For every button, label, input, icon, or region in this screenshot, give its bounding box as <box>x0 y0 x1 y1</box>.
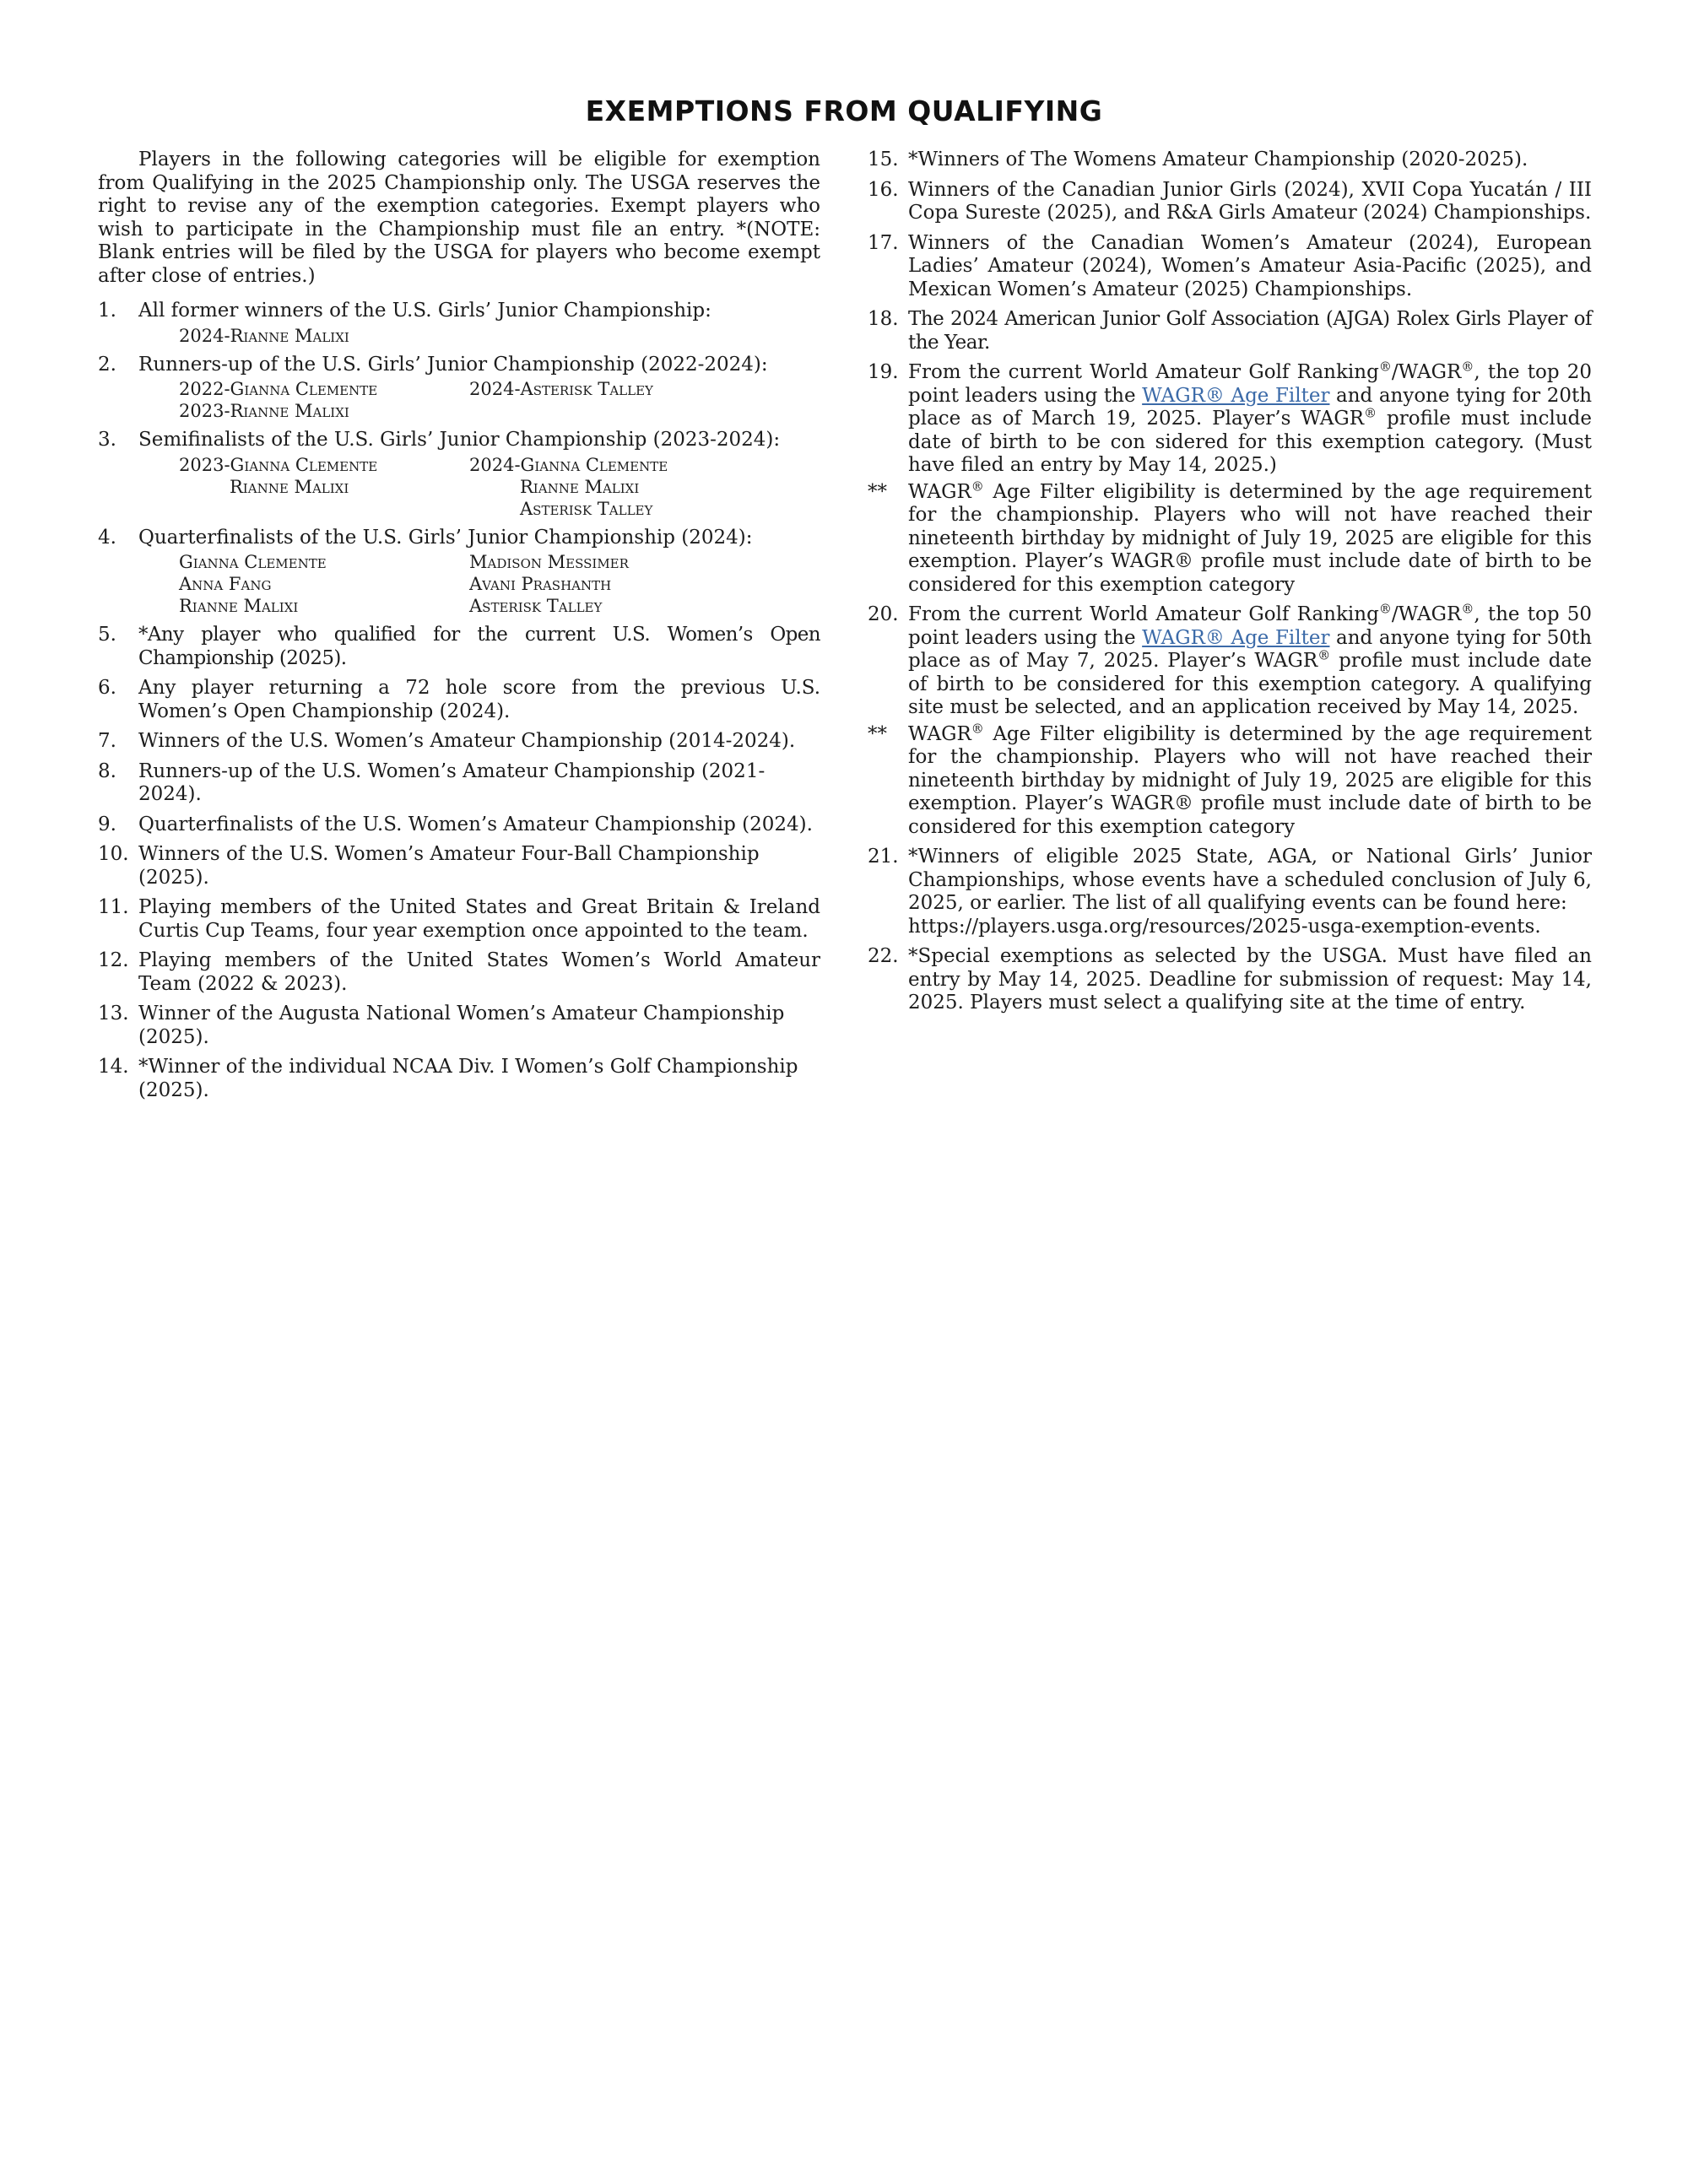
list-item <box>98 527 820 618</box>
item-text: *Special exemptions as selected by the USGA. Must have filed an entry by May 14, 2025. Deadline for submission of request: May 14, 2025. Players must select a qualifying site at the time of entry. <box>908 945 1592 1014</box>
item-text: Winners of the Canadian Junior Girls (2024), XVII Copa Yucatán / III Copa Sureste (2025), and R&A Girls Amateur (2024) Championships. <box>908 178 1592 224</box>
item-number: 2. <box>98 353 116 376</box>
item-number: 4. <box>98 526 116 549</box>
item-text: *Winner of the individual NCAA Div. I Women’s Golf Championship (2025). <box>138 1056 798 1101</box>
exemption-events-url: https://players.usga.org/resources/2025-usga-exemption-events. <box>908 915 1541 938</box>
name-list <box>179 325 820 347</box>
item-text: *Any player who qualified for the current U.S. Women’s Open Championship (2025). <box>138 624 820 669</box>
list-item <box>98 814 820 837</box>
item-number: 10. <box>98 843 129 865</box>
list-item <box>98 677 820 723</box>
player-name: Gianna Clemente <box>179 552 327 572</box>
list-item <box>98 429 820 520</box>
item-text: Playing members of the United States and Great Britain & Ireland Curtis Cup Teams, four year exemption once appointed to the team. <box>138 896 820 942</box>
list-item <box>98 730 820 754</box>
player-name: Rianne Malixi <box>520 476 640 497</box>
list-item <box>868 361 1592 478</box>
item-text: Winners of the U.S. Women’s Amateur Championship (2014-2024). <box>138 730 796 752</box>
list-item <box>868 720 1592 840</box>
player-name: Avani Prashanth <box>469 574 612 594</box>
item-text: Winners of the Canadian Women’s Amateur (2024), European Ladies’ Amateur (2024), Women’s Amateur Asia-Pacific (2025), and Mexican Women’s Amateur (2025) Championships. <box>908 231 1592 300</box>
item-number: 12. <box>98 949 129 971</box>
player-name: Anna Fang <box>179 574 272 594</box>
list-item <box>868 308 1592 354</box>
item-number: 22. <box>868 945 899 967</box>
item-text: *Winners of The Womens Amateur Championship (2020-2025). <box>908 149 1528 170</box>
page-title: EXEMPTIONS FROM QUALIFYING <box>585 95 1103 127</box>
item-text: Quarterfinalists of the U.S. Women’s Amateur Championship (2024). <box>138 813 813 835</box>
name-list <box>179 454 820 520</box>
list-item <box>868 945 1592 1015</box>
item-number: 6. <box>98 677 116 699</box>
list-item <box>98 624 820 670</box>
list-item <box>98 1003 820 1049</box>
player-name: 2023-Gianna Clemente <box>179 454 378 475</box>
item-number: 16. <box>868 178 899 201</box>
item-number: 14. <box>98 1056 129 1078</box>
item-number: 8. <box>98 760 116 782</box>
item-text: From the current World Amateur Golf Ranking®/WAGR®, the top 50 point leaders using the WAGR® Age Filter and anyone tying for 50th place as of May 7, 2025. Player’s WAGR® profile must include date of birth to be considered for this exemption category. A qualifying site must be selected, and an application received by May 14, 2025. <box>908 601 1593 718</box>
player-name: 2022-Gianna Clemente <box>179 379 378 399</box>
item-text: WAGR® Age Filter eligibility is determined by the age requirement for the championship. Players who will not have reached their nineteenth birthday by midnight of July 19, 2025 are eligible for this exemption. Player’s WAGR® profile must include date of birth to be considered for this exemption category <box>908 720 1592 838</box>
item-text: WAGR® Age Filter eligibility is determined by the age requirement for the championship. Players who will not have reached their nineteenth birthday by midnight of July 19, 2025 are eligible for this exemption. Player’s WAGR® profile must include date of birth to be considered for this exemption category <box>908 478 1592 596</box>
player-name: Rianne Malixi <box>179 596 299 616</box>
list-item <box>98 896 820 943</box>
item-number: 7. <box>98 730 116 752</box>
item-number: 15. <box>868 149 899 170</box>
item-text: Semifinalists of the U.S. Girls’ Junior Championship (2023-2024): <box>138 429 781 451</box>
item-number: 9. <box>98 813 116 835</box>
item-text: Runners-up of the U.S. Women’s Amateur Championship (2021-2024). <box>138 760 766 805</box>
item-text: All former winners of the U.S. Girls’ Junior Championship: <box>138 300 711 322</box>
player-name: 2024-Rianne Malixi <box>179 325 349 346</box>
item-text: Quarterfinalists of the U.S. Girls’ Junior Championship (2024): <box>138 526 753 549</box>
item-marker: ** <box>868 722 887 745</box>
left-column <box>98 149 820 1109</box>
player-name: 2024-Gianna Clemente <box>469 454 668 475</box>
player-name: 2023-Rianne Malixi <box>179 401 349 421</box>
item-number: 18. <box>868 308 899 330</box>
list-item <box>868 179 1592 225</box>
list-item <box>98 760 820 807</box>
item-marker: ** <box>868 480 887 503</box>
list-item <box>868 846 1592 938</box>
name-list <box>179 378 820 422</box>
player-name: Rianne Malixi <box>230 476 349 497</box>
item-text: Any player returning a 72 hole score from the previous U.S. Women’s Open Championship (2024). <box>138 677 820 722</box>
list-item <box>868 603 1592 720</box>
item-text: Runners-up of the U.S. Girls’ Junior Championship (2022-2024): <box>138 353 768 376</box>
item-text: Winner of the Augusta National Women’s Amateur Championship (2025). <box>138 1003 785 1048</box>
player-name: 2024-Asterisk Talley <box>469 379 653 399</box>
item-number: 13. <box>98 1003 129 1024</box>
item-number: 17. <box>868 231 899 254</box>
item-number: 1. <box>98 300 116 322</box>
item-text: Winners of the U.S. Women’s Amateur Four-Ball Championship (2025). <box>138 843 760 889</box>
list-item <box>868 478 1592 597</box>
item-text: *Winners of eligible 2025 State, AGA, or National Girls’ Junior Championships, whose events have a scheduled conclusion of July 6, 2025, or earlier. The list of all qualifying events can be found here: <box>908 846 1592 914</box>
intro-paragraph: Players in the following categories will be eligible for exemption from Qualifying in the 2025 Championship only. The USGA reserves the right to revise any of the exemption categories. Exempt players who wish to participate in the Championship must file an entry. *(NOTE: Blank entries will be filed by the USGA for players who become exempt after close of entries.) <box>98 149 820 287</box>
list-item <box>868 232 1592 302</box>
item-number: 5. <box>98 624 116 646</box>
item-text: Playing members of the United States Women’s World Amateur Team (2022 & 2023). <box>138 949 820 995</box>
item-number: 19. <box>868 361 899 383</box>
list-item <box>98 949 820 996</box>
list-item <box>98 1056 820 1102</box>
item-text: The 2024 American Junior Golf Association (AJGA) Rolex Girls Player of the Year. <box>908 308 1592 354</box>
player-name: Madison Messimer <box>469 552 629 572</box>
wagr-age-filter-link[interactable]: WAGR® Age Filter <box>1142 626 1330 649</box>
list-item <box>98 843 820 889</box>
item-number: 21. <box>868 846 899 868</box>
right-column <box>868 149 1592 1022</box>
wagr-age-filter-link[interactable]: WAGR® Age Filter <box>1142 384 1330 407</box>
item-text: From the current World Amateur Golf Ranking®/WAGR®, the top 20 point leaders using the WAGR® Age Filter and anyone tying for 20th place as of March 19, 2025. Player’s WAGR® profile must include date of birth to be con sidered for this exemption category. (Must have filed an entry by May 14, 2025.) <box>908 359 1593 476</box>
item-number: 20. <box>868 603 899 625</box>
list-item <box>98 300 820 347</box>
list-item <box>868 149 1592 172</box>
item-number: 11. <box>98 896 129 918</box>
name-list <box>179 551 820 617</box>
list-item <box>98 354 820 423</box>
item-number: 3. <box>98 429 116 451</box>
player-name: Asterisk Talley <box>469 596 603 616</box>
player-name: Asterisk Talley <box>520 498 653 519</box>
